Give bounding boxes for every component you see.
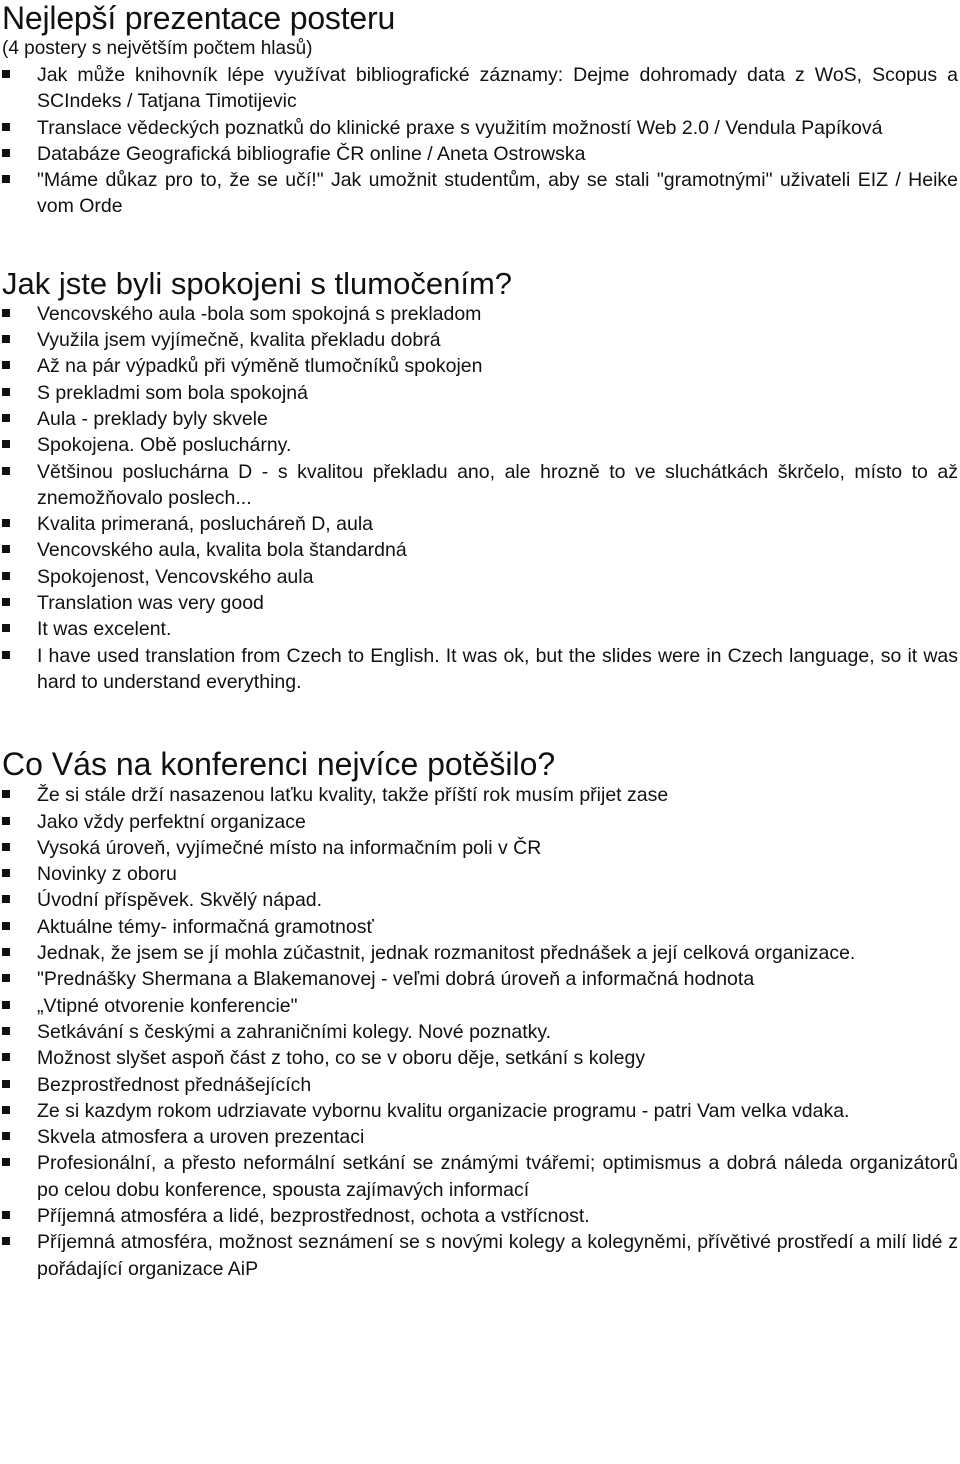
- list-item: "Máme důkaz pro to, že se učí!" Jak umožnit studentům, aby se stali "gramotnými" uživateli EIZ / Heike vom Orde: [0, 167, 960, 220]
- section-title-posters: Nejlepší prezentace posteru: [2, 0, 396, 36]
- list-item: Že si stále drží nasazenou laťku kvality, takže příští rok musím přijet zase: [0, 782, 960, 808]
- list-item: Aula - preklady byly skvele: [0, 406, 960, 432]
- list-item: Spokojena. Obě posluchárny.: [0, 432, 960, 458]
- list-item: Jednak, že jsem se jí mohla zúčastnit, jednak rozmanitost přednášek a její celková organizace.: [0, 940, 960, 966]
- list-item: Příjemná atmosféra, možnost seznámení se s novými kolegy a kolegyněmi, přívětivé prostředí a milí lidé z pořádající organizace AiP: [0, 1229, 960, 1282]
- list-item: S prekladmi som bola spokojná: [0, 380, 960, 406]
- list-item: Vencovského aula -bola som spokojná s prekladom: [0, 301, 960, 327]
- list-item: Ze si kazdym rokom udrziavate vybornu kvalitu organizacie programu - patri Vam velka vdaka.: [0, 1098, 960, 1124]
- list-item: I have used translation from Czech to English. It was ok, but the slides were in Czech language, so it was hard to understand everything.: [0, 643, 960, 696]
- interpreting-list: [0, 301, 960, 695]
- list-item: Bezprostřednost přednášejících: [0, 1072, 960, 1098]
- list-item: Jako vždy perfektní organizace: [0, 809, 960, 835]
- list-item: Možnost slyšet aspoň část z toho, co se v oboru děje, setkání s kolegy: [0, 1045, 960, 1071]
- list-item: Databáze Geografická bibliografie ČR online / Aneta Ostrowska: [0, 141, 960, 167]
- list-item: Translace vědeckých poznatků do klinické praxe s využitím možností Web 2.0 / Vendula Papíková: [0, 115, 960, 141]
- pleased-list: [0, 782, 960, 1282]
- list-item: Profesionální, a přesto neformální setkání se známými tvářemi; optimismus a dobrá náleda organizátorů po celou dobu konference, spousta zajímavých informací: [0, 1150, 960, 1203]
- list-item: Aktuálne témy- informačná gramotnosť: [0, 914, 960, 940]
- list-item: Většinou posluchárna D - s kvalitou překladu ano, ale hrozně to ve sluchátkách škrčelo, místo to až znemožňovalo poslech...: [0, 459, 960, 512]
- list-item: Vysoká úroveň, vyjímečné místo na informačním poli v ČR: [0, 835, 960, 861]
- list-item: Novinky z oboru: [0, 861, 960, 887]
- list-item: Využila jsem vyjímečně, kvalita překladu dobrá: [0, 327, 960, 353]
- list-item: Skvela atmosfera a uroven prezentaci: [0, 1124, 960, 1150]
- list-item: Až na pár výpadků při výměně tlumočníků spokojen: [0, 353, 960, 379]
- list-item: Úvodní příspěvek. Skvělý nápad.: [0, 887, 960, 913]
- list-item: "Prednášky Shermana a Blakemanovej - veľmi dobrá úroveň a informačná hodnota: [0, 966, 960, 992]
- list-item: Kvalita primeraná, poslucháreň D, aula: [0, 511, 960, 537]
- list-item: Spokojenost, Vencovského aula: [0, 564, 960, 590]
- list-item: It was excelent.: [0, 616, 960, 642]
- posters-list: [0, 62, 960, 220]
- list-item: Translation was very good: [0, 590, 960, 616]
- list-item: Příjemná atmosféra a lidé, bezprostřednost, ochota a vstřícnost.: [0, 1203, 960, 1229]
- list-item: Setkávání s českými a zahraničními kolegy. Nové poznatky.: [0, 1019, 960, 1045]
- section-title-pleased: Co Vás na konferenci nejvíce potěšilo?: [2, 746, 556, 783]
- list-item: Vencovského aula, kvalita bola štandardná: [0, 537, 960, 563]
- section-subtitle-posters: (4 postery s největším počtem hlasů): [2, 38, 313, 59]
- list-item: Jak může knihovník lépe využívat bibliografické záznamy: Dejme dohromady data z WoS, Scopus a SCIndeks / Tatjana Timotijevic: [0, 62, 960, 115]
- section-title-interpreting: Jak jste byli spokojeni s tlumočením?: [2, 265, 513, 301]
- list-item: „Vtipné otvorenie konferencie": [0, 993, 960, 1019]
